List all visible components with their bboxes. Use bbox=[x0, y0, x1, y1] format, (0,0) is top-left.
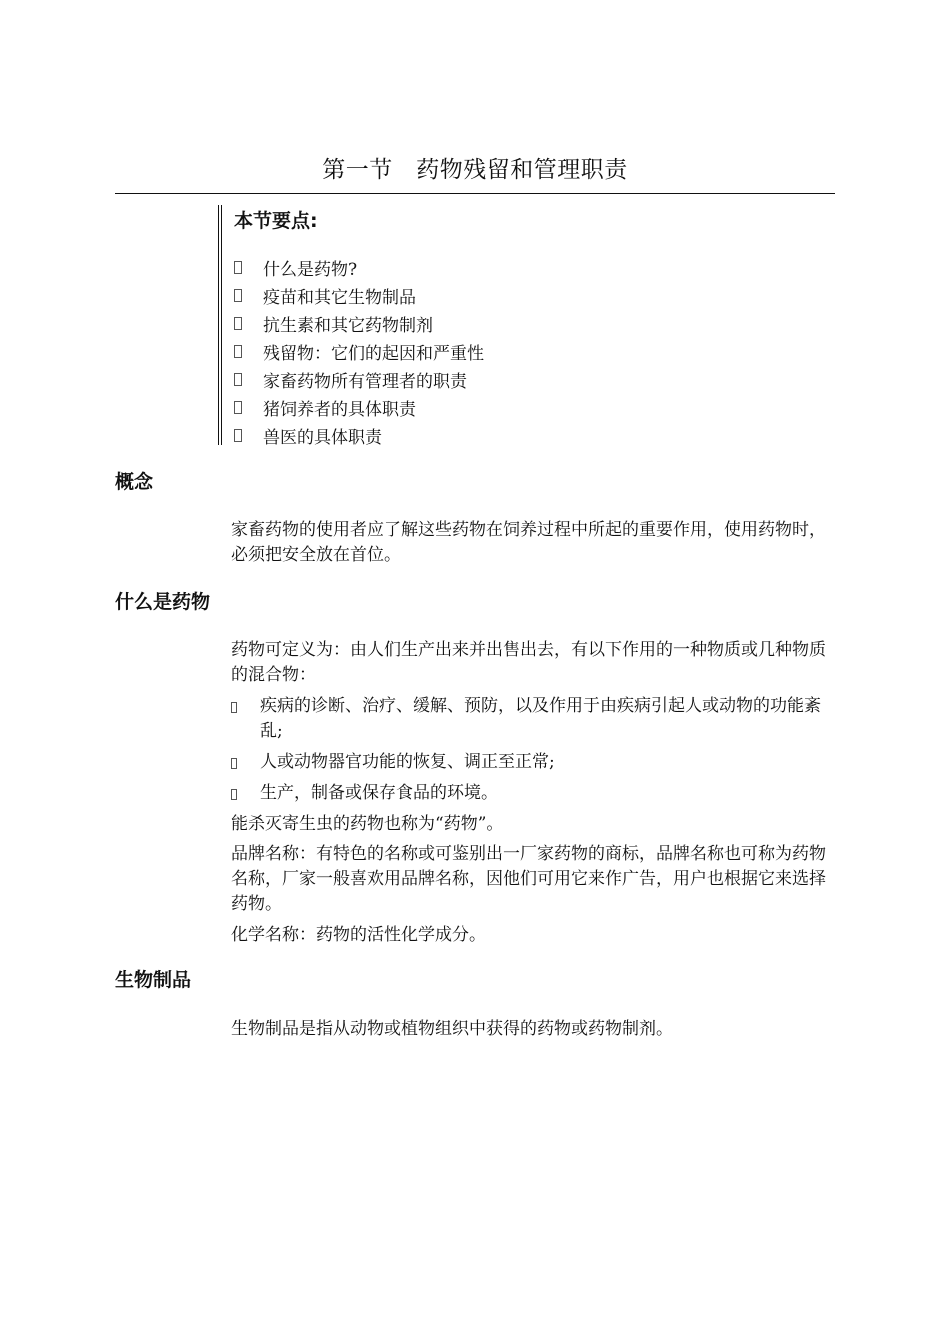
keypoints-box bbox=[218, 205, 582, 448]
definition-bullet bbox=[231, 750, 836, 775]
keypoint-item bbox=[234, 337, 484, 365]
concept-paragraph: 家畜药物的使用者应了解这些药物在饲养过程中所起的重要作用，使用药物时，必须把安全放在首位。 bbox=[231, 520, 826, 565]
brand-name-paragraph: 品牌名称：有特色的名称或可鉴别出一厂家药物的商标，品牌名称也可称为药物名称，厂家一般喜欢用品牌名称，因他们可用它来作广告，用户也根据它来选择药物。 bbox=[231, 844, 826, 914]
title-divider bbox=[115, 193, 835, 194]
definition-bullet-text: 人或动物器官功能的恢复、调正至正常; bbox=[260, 752, 555, 772]
keypoint-item bbox=[234, 253, 484, 281]
keypoint-item bbox=[234, 421, 484, 449]
keypoints-heading: 本节要点: bbox=[234, 210, 318, 232]
keypoint-text: 疫苗和其它生物制品 bbox=[263, 287, 416, 308]
bullet-icon bbox=[234, 345, 242, 358]
keypoint-text: 家畜药物所有管理者的职责 bbox=[263, 371, 467, 392]
keypoint-text: 残留物：它们的起因和严重性 bbox=[263, 343, 484, 364]
bullet-icon bbox=[234, 401, 242, 414]
chemical-name-paragraph: 化学名称：药物的活性化学成分。 bbox=[231, 925, 486, 945]
concept-heading: 概念 bbox=[115, 471, 154, 493]
bullet-icon bbox=[231, 758, 237, 769]
keypoints-list bbox=[234, 253, 484, 449]
keypoint-item bbox=[234, 393, 484, 421]
keypoint-item bbox=[234, 281, 484, 309]
biologics-paragraph: 生物制品是指从动物或植物组织中获得的药物或药物制剂。 bbox=[231, 1019, 673, 1039]
bullet-icon bbox=[234, 261, 242, 274]
bullet-icon bbox=[234, 317, 242, 330]
bullet-icon bbox=[234, 289, 242, 302]
keypoint-item bbox=[234, 309, 484, 337]
definition-bullet-text: 生产，制备或保存食品的环境。 bbox=[260, 783, 498, 803]
definition-bullet bbox=[231, 694, 836, 744]
keypoint-item bbox=[234, 365, 484, 393]
what-is-drug-heading: 什么是药物 bbox=[115, 591, 211, 613]
bullet-icon bbox=[231, 702, 237, 713]
keypoint-text: 抗生素和其它药物制剂 bbox=[263, 315, 433, 336]
keypoint-text: 兽医的具体职责 bbox=[263, 427, 382, 448]
page-title: 第一节 药物残留和管理职责 bbox=[322, 157, 628, 183]
definition-bullet-text: 疾病的诊断、治疗、缓解、预防，以及作用于由疾病引起人或动物的功能紊乱; bbox=[260, 696, 821, 741]
keypoint-text: 猪饲养者的具体职责 bbox=[263, 399, 416, 420]
parasite-note-paragraph: 能杀灭寄生虫的药物也称为“药物”。 bbox=[231, 814, 504, 834]
keypoint-text: 什么是药物? bbox=[263, 259, 358, 280]
definition-bullet bbox=[231, 781, 836, 806]
drug-definition-paragraph: 药物可定义为：由人们生产出来并出售出去，有以下作用的一种物质或几种物质的混合物： bbox=[231, 640, 826, 685]
bullet-icon bbox=[234, 429, 242, 442]
biologics-heading: 生物制品 bbox=[115, 969, 192, 991]
bullet-icon bbox=[234, 373, 242, 386]
bullet-icon bbox=[231, 789, 237, 800]
